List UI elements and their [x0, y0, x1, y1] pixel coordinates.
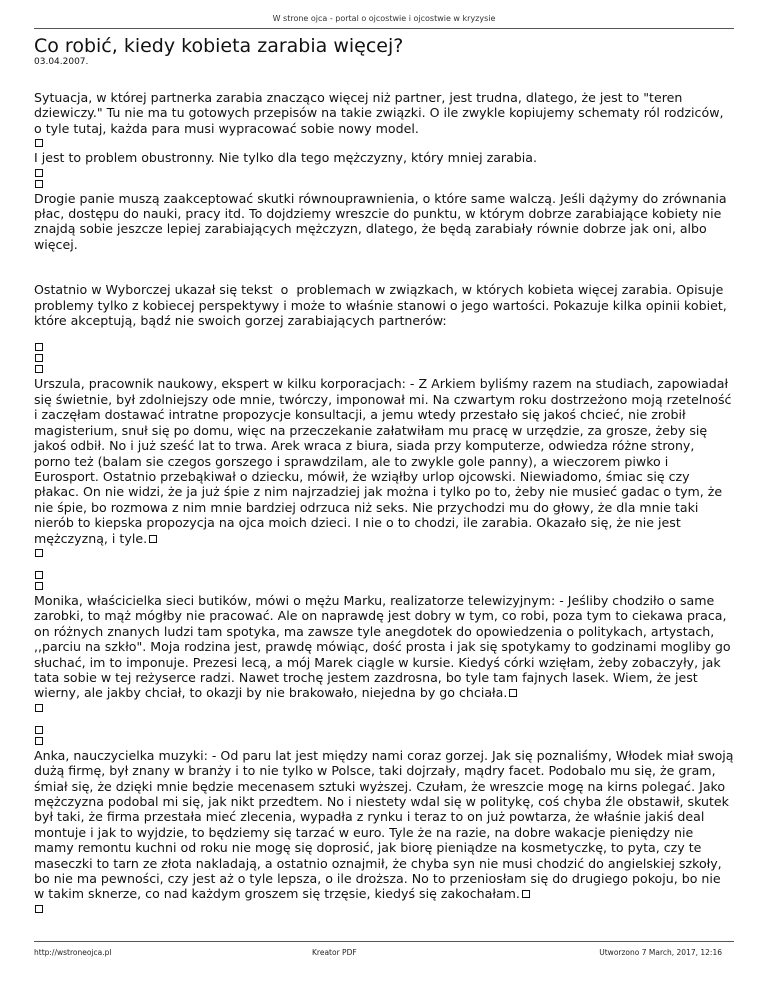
article-title: Co robić, kiedy kobieta zarabia więcej? [34, 35, 404, 57]
spacer [34, 328, 734, 340]
quote-monika [34, 593, 734, 701]
paragraph-4: Ostatnio w Wyborczej ukazał się tekst o problemach w związkach, w których kobieta więcej zarabia. Opisuje problemy tylko z kobiecej perspektywy i może to właśnie stanowi o jego wartości. Pokazuje kilka opinii kobiet, które akceptują, bądź nie swoich gorzej zarabiających partnerów: [34, 282, 731, 329]
page-header: W strone ojca - portal o ojcostwie i ojcostwie w kryzysie [272, 14, 496, 23]
footer-divider [34, 941, 734, 942]
spacer [34, 68, 734, 90]
missing-image-icon [35, 180, 43, 188]
article-date: 03.04.2007. [34, 57, 89, 67]
quote-urszula [34, 376, 734, 545]
missing-image-icon [509, 689, 517, 697]
footer-generator: Kreator PDF [312, 948, 357, 957]
quote-anka-text: Anka, nauczycielka muzyki: - Od paru lat jest między nami coraz gorzej. Jak się poznaliśmy, Włodek miał swoją dużą firmę, był znany w branży i to nie tylko w Polsce, taki dojrzały, mądry facet. Podobalo mu się, że gram, śmiał się, że dzięki mnie będzie mecenasem sztuki wyższej. Czułam, że wreszcie mogę na kirns polegać. Jako mężczyzna podobal mi się, jak nikt przedtem. No i niestety wdal się w politykę, coś chyba źle obstawił, skutek był taki, że firma przestała mieć zlecenia, wypadła z rynku i teraz to on już powtarza, że właśnie jakiś deal montuje i jak to wyjdzie, to będziemy się tarzać w euro. Tyle że na razie, na dobre wakacje pieniędzy nie mamy remontu kuchni od roku nie mogę się doprosić, jak biorę pieniądze na kosmetyczkę, to pyta, czy te maseczki to tarn ze złota nakladają, a ostatnio oznajmił, że chyba syn nie musi chodzić do angielskiej szkoły, bo nie ma pewności, czy jest aż o tyle lepsza, o ile droższa. No to przeniosłam się do drugiego pokoju, bo nie w takim sknerze, co nad każdym groszem się trzęsie, kiedyś się zakochałam. [34, 747, 738, 902]
missing-image-icon [35, 726, 43, 734]
spacer [34, 560, 734, 568]
quote-anka [34, 747, 738, 902]
missing-image-icon [35, 549, 43, 557]
missing-image-icon [149, 535, 157, 543]
header-divider [34, 28, 734, 29]
article [34, 35, 738, 916]
missing-image-icon [35, 365, 43, 373]
paragraph-3: Drogie panie muszą zaakceptować skutki równouprawnienia, o które same walczą. Jeśli dążymy do zrównania płac, dostępu do nauki, pracy itd. To dojdziemy wreszcie do punktu, w którym dobrze zarabiające kobiety nie znajdą sobie jeszcze lepiej zarabiających mężczyzn, dlatego, że będą zarabiały równie dobrze jak oni, albo więcej. [34, 190, 731, 252]
spacer [34, 252, 734, 282]
paragraph-2: I jest to problem obustronny. Nie tylko dla tego mężczyzny, który mniej zarabia. [34, 150, 538, 166]
paragraph-intro: Sytuacja, w której partnerka zarabia znacząco więcej niż partner, jest trudna, dlatego, że jest to "teren dziewiczy." Tu nie ma tu gotowych przepisów na takie związki. O ile zwykle kopiujemy schematy ról rodziców, o tyle tutaj, każda para musi wypracować sobie nowy model. [34, 90, 728, 136]
footer-url: http://wstroneojca.pl [34, 948, 112, 957]
missing-image-icon [35, 139, 43, 147]
missing-image-icon [35, 169, 43, 177]
spacer [34, 715, 734, 723]
footer-created: Utworzono 7 March, 2017, 12:16 [599, 948, 722, 957]
missing-image-icon [35, 704, 43, 712]
missing-image-icon [35, 737, 43, 745]
missing-image-icon [35, 582, 43, 590]
missing-image-icon [35, 354, 43, 362]
missing-image-icon [522, 890, 530, 898]
quote-monika-text: Monika, właścicielka sieci butików, mówi o mężu Marku, realizatorze telewizyjnym: - Jeśliby chodziło o same zarobki, to mąż mógłby nie pracować. Ale on naprawdę jest dobry w tym, co robi, poza tym to ciekawa praca, on różnych znanych ludzi tam spotyka, ma zawsze tyle anegdotek do opowiedzenia o politykach, artystach, ,,parciu na szkło". Moja rodzina jest, prawdę mówiąc, dość prosta i jak się spotykamy to godzinami mogliby go słuchać, im to imponuje. Prezesi lecą, a mój Marek ciągle w kursie. Kiedyś córki wzięłam, żeby zobaczyły, jak tata sobie w tej reżyserce radzi. Nawet trochę jestem zazdrosna, bo tyle tam fajnych lasek. Wiem, że jest wierny, ale jakby chciał, to okazji by nie brakowało, niejedna by go chciała. [34, 592, 735, 701]
missing-image-icon [35, 571, 43, 579]
missing-image-icon [35, 905, 43, 913]
quote-urszula-text: Urszula, pracownik naukowy, ekspert w kilku korporacjach: - Z Arkiem byliśmy razem na studiach, zapowiadał się świetnie, był zdolniejszy ode mnie, twórczy, imponował mi. Na czwartym roku dostrzeżono moją rzetelność i zaczęłam dostawać intratne propozycje konsultacji, a jemu wtedy przestało się jakoś chcieć, nie zrobił magisterium, snuł się po domu, więc na przeczekanie załatwiłam mu pracę w urzędzie, za grosze, żeby się jakoś odbił. No i już sześć lat to trwa. Arek wraca z biura, siada przy komputerze, odwiedza różne strony, porno też (balam sie czegos gorszego i sprawdzilam, ale to zwykle gole panny), a wieczorem piwko i Eurosport. Ostatnio przebąkiwał o dziecku, mówił, że wziąłby urlop ojcowski. Niewiadomo, śmiac się czy płakac. On nie widzi, że ja już śpie z nim najrzadziej jak można i tylko po to, żeby nie musieć gadac o tym, że nie śpie, bo rozmowa z nim mnie bardziej odrzuca niż seks. Nie przychodzi mu do głowy, że dla mnie taki nierób to kiepska propozycja na ojca moich dzieci. I nie o to chodzi, ile zarabia. Okazało się, że nie jest mężczyzną, i tyle. [34, 376, 736, 546]
missing-image-icon [35, 343, 43, 351]
